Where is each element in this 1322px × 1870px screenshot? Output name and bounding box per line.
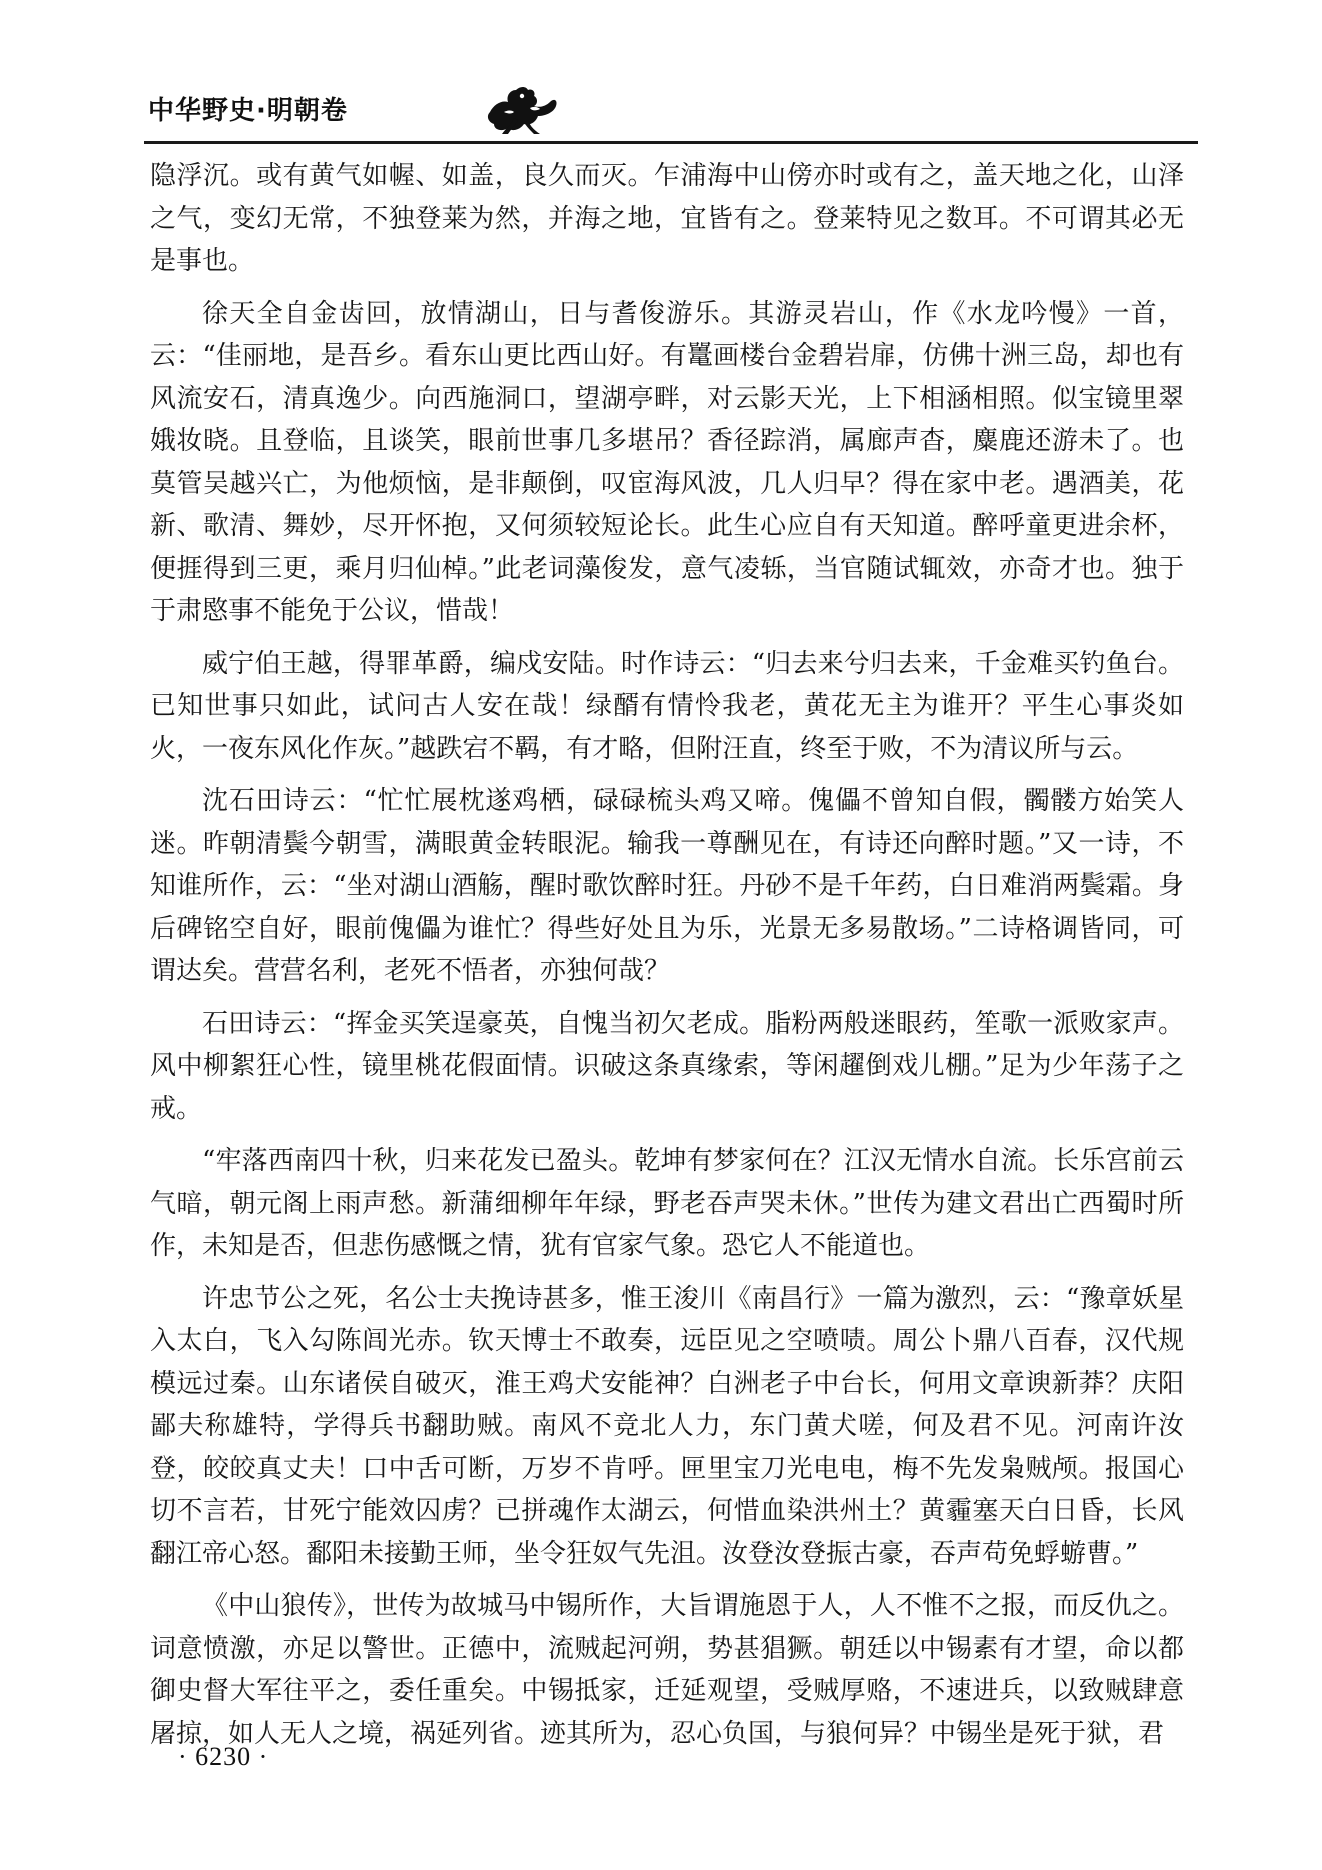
book-title: 中华野史·明朝卷 bbox=[148, 96, 348, 126]
paragraph: 威宁伯王越，得罪革爵，编戍安陆。时作诗云：“归去来兮归去来，千金难买钓鱼台。已知世事只如此，试问古人安在哉！绿醑有情怜我老，黄花无主为谁开？平生心事炎如火，一夜东风化作灰。”越跌宕不羁，有才略，但附汪直，终至于败，不为清议所与云。 bbox=[150, 648, 1184, 764]
dragon-emblem-icon bbox=[484, 78, 562, 136]
paragraph: 隐浮沉。或有黄气如幄、如盖，良久而灭。乍浦海中山傍亦时或有之，盖天地之化，山泽之气，变幻无常，不独登莱为然，并海之地，宜皆有之。登莱特见之数耳。不可谓其必无是事也。 bbox=[150, 161, 1184, 276]
page-number: · 6230 · bbox=[178, 1742, 269, 1771]
header-rule bbox=[144, 141, 1198, 144]
paragraph: 徐天全自金齿回，放情湖山，日与耆俊游乐。其游灵岩山，作《水龙吟慢》一首，云：“佳丽地，是吾乡。看东山更比西山好。有鼍画楼台金碧岩扉，仿佛十洲三岛，却也有风流安石，清真逸少。向西施洞口，望湖亭畔，对云影天光，上下相涵相照。似宝镜里翠娥妆晓。且登临，且谈笑，眼前世事几多堪吊？香径踪消，属廊声杳，麋鹿还游未了。也莫管吴越兴亡，为他烦恼，是非颠倒，叹宦海风波，几人归早？得在家中老。遇酒美，花新、歌清、舞妙，尽开怀抱，又何须较短论长。此生心应自有天知道。醉呼童更进余杯，便捱得到三更，乘月归仙棹。”此老词藻俊发，意气凌轹，当官随试辄效，亦奇才也。独于于肃愍事不能免于公议，惜哉！ bbox=[150, 298, 1184, 626]
paragraph: 《中山狼传》，世传为故城马中锡所作，大旨谓施恩于人，人不惟不之报，而反仇之。词意愤激，亦足以警世。正德中，流贼起河朔，势甚猖獗。朝廷以中锡素有才望，命以都御史督大军往平之，委任重矣。中锡抵家，迁延观望，受贼厚赂，不速进兵，以致贼肆意屠掠，如人无人之境，祸延列省。迹其所为，忍心负国，与狼何异？中锡坐是死于狱，君 bbox=[150, 1591, 1184, 1749]
paragraph: “牢落西南四十秋，归来花发已盈头。乾坤有梦家何在？江汉无情水自流。长乐宫前云气暗，朝元阁上雨声愁。新蒲细柳年年绿，野老吞声哭未休。”世传为建文君出亡西蜀时所作，未知是否，但悲伤感慨之情，犹有官家气象。恐它人不能道也。 bbox=[150, 1146, 1184, 1261]
paragraph: 许忠节公之死，名公士夫挽诗甚多，惟王浚川《南昌行》一篇为激烈，云：“豫章妖星入太白，飞入勾陈闾光赤。钦天博士不敢奏，远臣见之空喷啧。周公卜鼎八百春，汉代规模远过秦。山东诸侯自破灭，淮王鸡犬安能神？白洲老子中台长，何用文章谀新莽？庆阳鄙夫称雄特，学得兵书翻助贼。南风不竞北人力，东门黄犬嗟，何及君不见。河南许汝登，皎皎真丈夫！口中舌可断，万岁不肯呼。匣里宝刀光电电，梅不先发枭贼颅。报国心切不言若，甘死宁能效囚虏？已拼魂作太湖云，何惜血染洪州土？黄霾塞天白日昏，长风翻江帝心怒。鄱阳未接勤王师，坐令狂奴气先沮。汝登汝登振古豪，吞声苟免蜉蝣曹。” bbox=[150, 1283, 1184, 1569]
body-text bbox=[150, 155, 1184, 1765]
paragraph: 石田诗云：“挥金买笑逞豪英，自愧当初欠老成。脂粉两般迷眼药，笙歌一派败家声。风中柳絮狂心性，镜里桃花假面情。识破这条真缘索，等闲趯倒戏儿棚。”足为少年荡子之戒。 bbox=[150, 1008, 1184, 1124]
running-head bbox=[148, 90, 348, 127]
paragraph: 沈石田诗云：“忙忙展枕遂鸡栖，碌碌梳头鸡又啼。傀儡不曾知自假，髑髅方始笑人迷。昨朝清鬓今朝雪，满眼黄金转眼泥。输我一尊酬见在，有诗还向醉时题。”又一诗，不知谁所作，云：“坐对湖山酒觞，醒时歌饮醉时狂。丹砂不是千年药，白日难消两鬓霜。身后碑铭空自好，眼前傀儡为谁忙？得些好处且为乐，光景无多易散场。”二诗格调皆同，可谓达矣。营营名利，老死不悟者，亦独何哉？ bbox=[150, 786, 1184, 986]
